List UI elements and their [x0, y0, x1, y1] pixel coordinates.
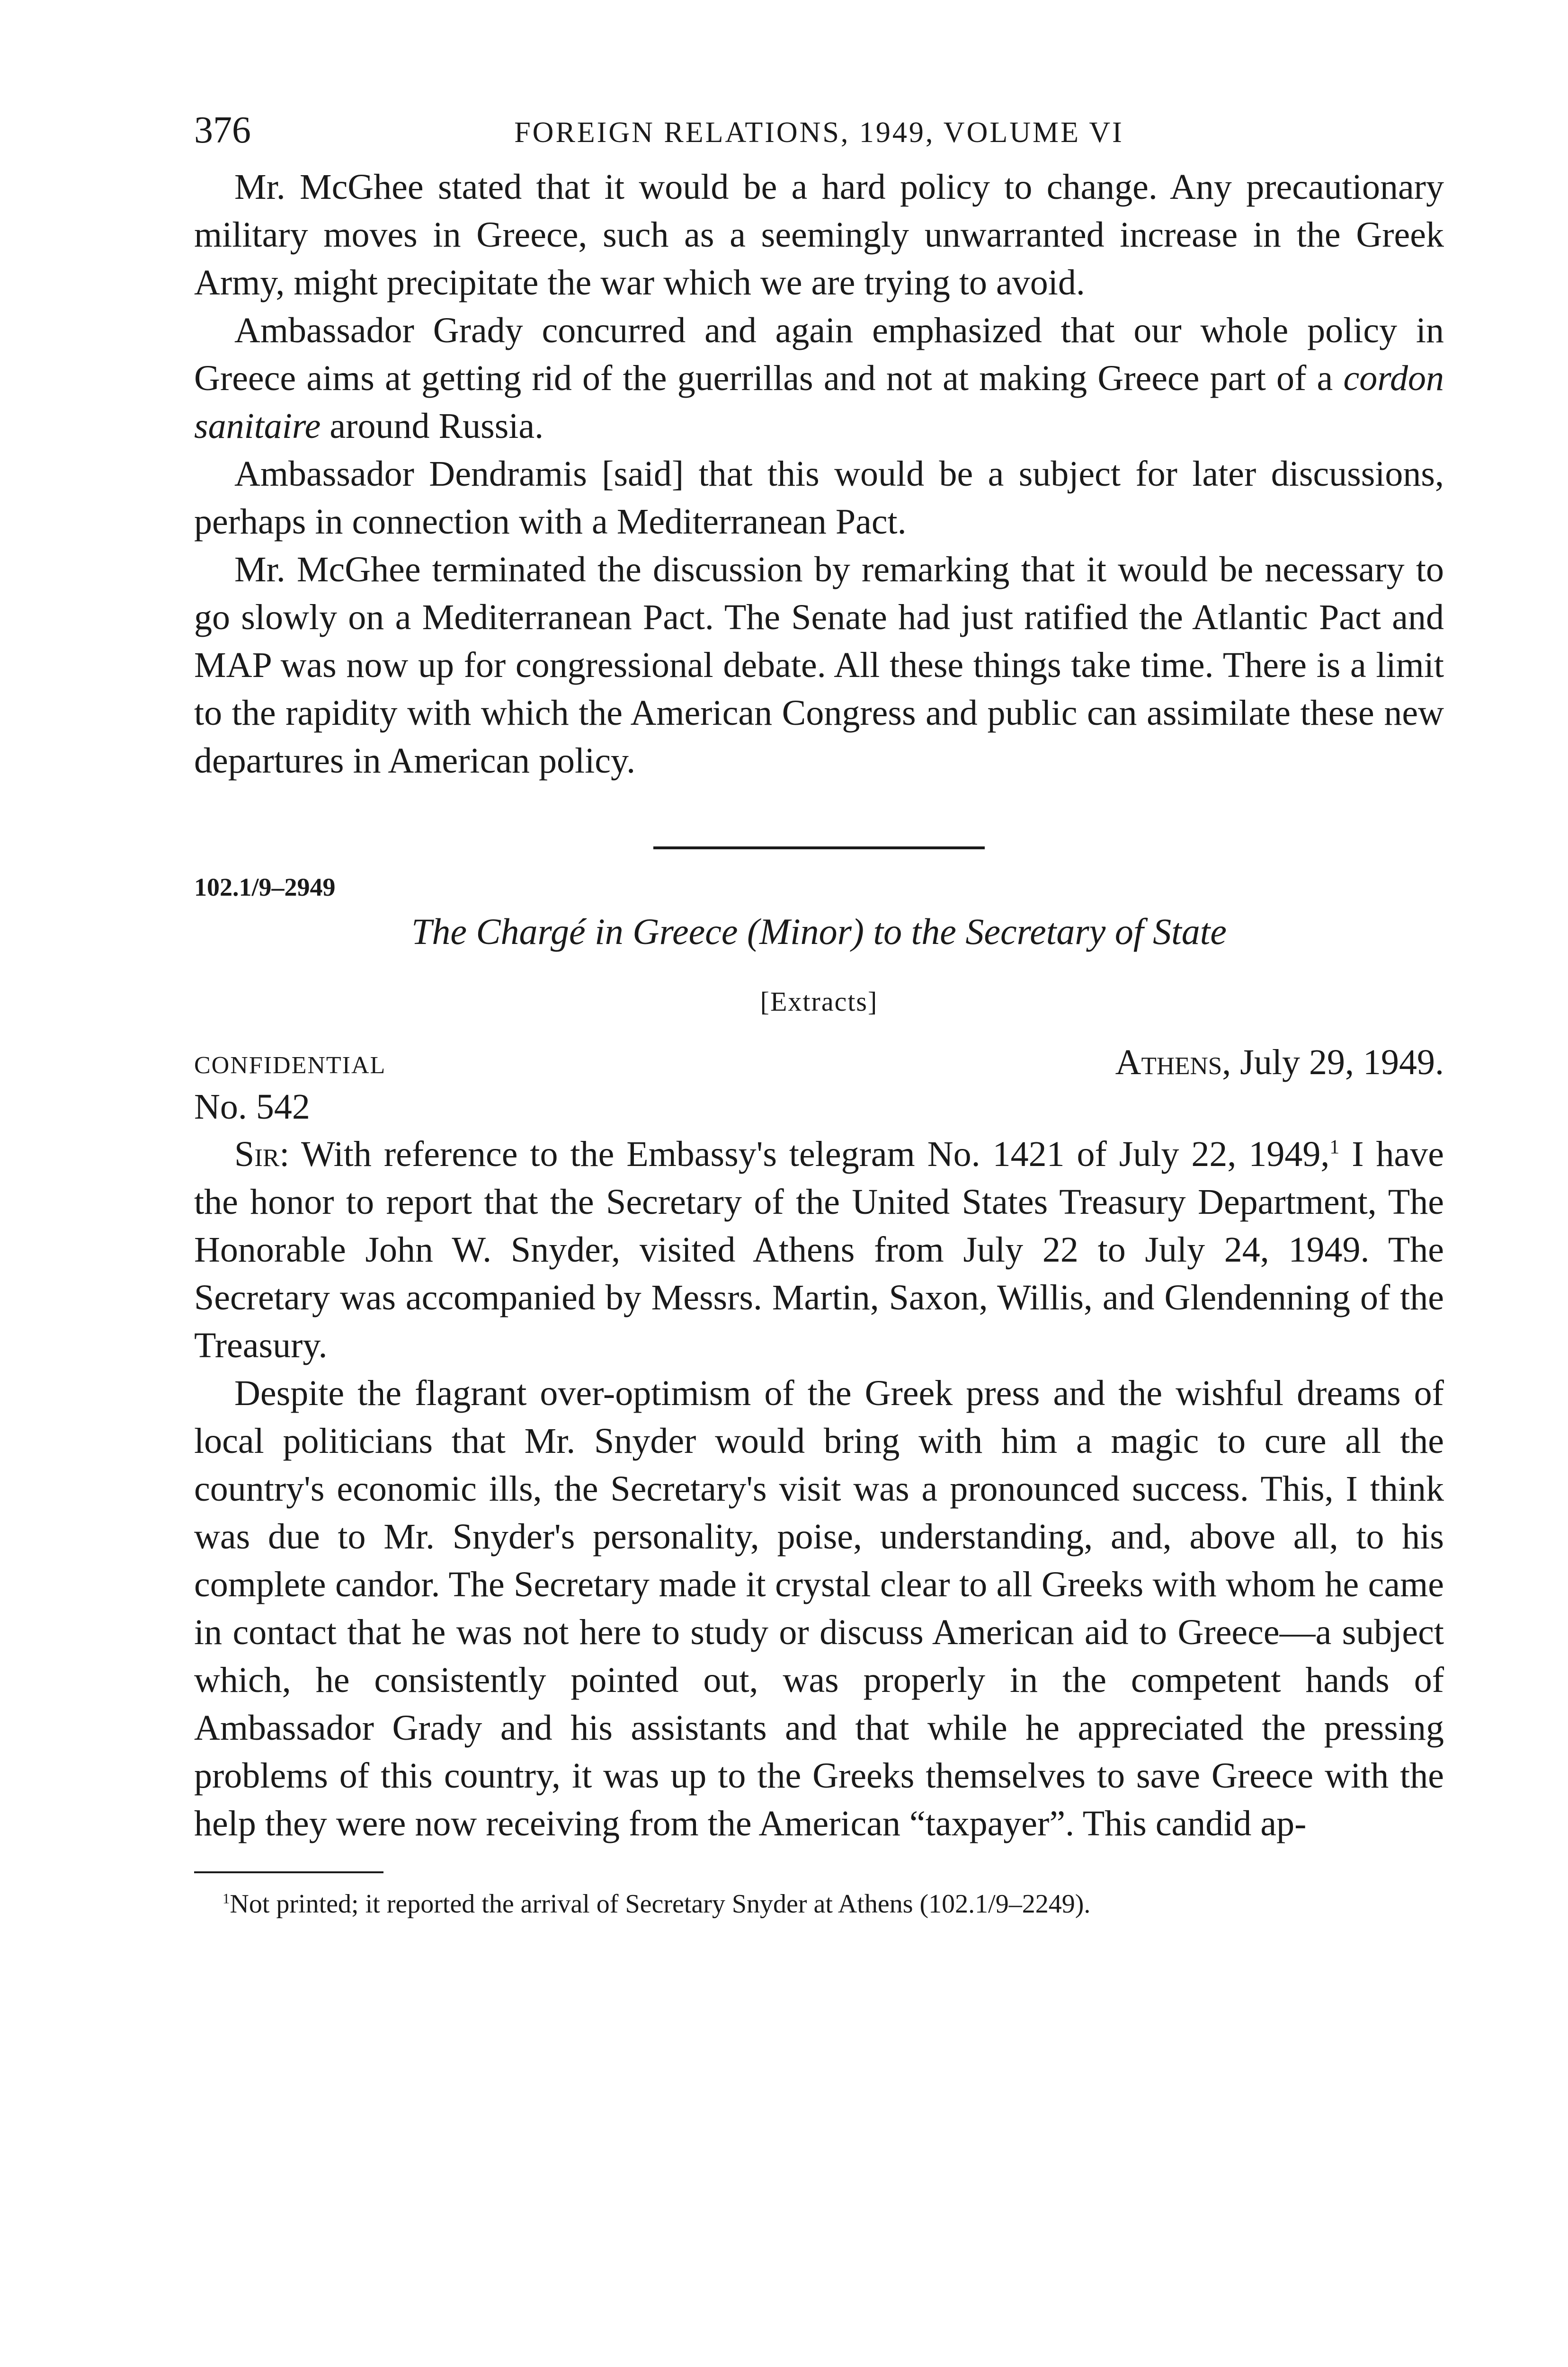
- salutation: Sir: [234, 1134, 280, 1174]
- footnote-marker: 1: [223, 1890, 230, 1907]
- document-number: No. 542: [194, 1087, 310, 1127]
- paragraph-mcghee-policy: Mr. McGhee stated that it would be a hard policy to change. Any precautionary military moves in Greece, such as a seemingly unwarranted increase in the Greek Army, might precipitate the war which we are trying to avoid.: [194, 167, 1444, 303]
- italic-phrase: cordon sanitaire: [194, 358, 1444, 446]
- footnote-reference: 1: [1329, 1136, 1340, 1158]
- document-page: [194, 111, 1444, 1921]
- extracts-label: [Extracts]: [760, 986, 878, 1017]
- letter-opening-text-a: : With reference to the Embassy's telegram No. 1421 of July 22, 1949,: [279, 1134, 1330, 1174]
- footnote: [194, 1887, 1444, 1921]
- paragraph-mcghee-terminated: Mr. McGhee terminated the discussion by remarking that it would be necessary to go slowly on a Mediterranean Pact. The Senate had just ratified the Atlantic Pact and MAP was now up for congressional debate. All these things take time. There is a limit to the rapidity with which the American Congress and public can assimilate these new departures in American policy.: [194, 550, 1444, 781]
- file-number: 102.1/9–2949: [194, 873, 336, 901]
- paragraph-grady: [194, 307, 1444, 450]
- letter-opening-text-b: I have the honor to report that the Secretary of the United States Treasury Department, The Honorable John W. Snyder, visited Athens from July 22 to July 24, 1949. The Secretary was accompanied by Messrs. Martin, Saxon, Willis, and Glendenning of the Treasury.: [194, 1134, 1444, 1365]
- document-title: The Chargé in Greece (Minor) to the Secretary of State: [411, 911, 1227, 952]
- dateline-date: , July 29, 1949.: [1222, 1042, 1444, 1082]
- footnote-divider: [194, 1871, 383, 1873]
- paragraph-grady-tail: around Russia.: [321, 406, 544, 446]
- dateline: [1115, 1042, 1444, 1083]
- section-divider: [653, 846, 985, 849]
- page-number: 376: [194, 109, 251, 151]
- paragraph-dendramis: Ambassador Dendramis [said] that this would be a subject for later discussions, perhaps in connection with a Mediterranean Pact.: [194, 454, 1444, 542]
- paragraph-letter-opening: [194, 1130, 1444, 1370]
- paragraph-visit-success: Despite the flagrant over-optimism of the Greek press and the wishful dreams of local politicians that Mr. Snyder would bring with him a magic to cure all the country's economic ills, the Secretary's visit was a pronounced success. This, I think was due to Mr. Snyder's personality, poise, understanding, and, above all, to his complete candor. The Secretary made it crystal clear to all Greeks with whom he came in contact that he was not here to study or discuss American aid to Greece—a subject which, he consistently pointed out, was properly in the competent hands of Ambassador Grady and his assistants and that while he appreciated the pressing problems of this country, it was up to the Greeks themselves to save Greece with the help they were now receiving from the American “taxpayer”. This candid ap-: [194, 1373, 1444, 1843]
- paragraph-grady-text: Ambassador Grady concurred and again emphasized that our whole policy in Greece aims at getting rid of the guerrillas and not at making Greece part of a: [194, 311, 1444, 398]
- classification-dateline-row: [194, 1040, 1444, 1083]
- footnote-text: Not printed; it reported the arrival of Secretary Snyder at Athens (102.1/9–2249).: [230, 1889, 1091, 1919]
- dateline-city: Athens: [1115, 1042, 1222, 1082]
- classification: CONFIDENTIAL: [194, 1052, 386, 1079]
- running-head: [194, 111, 1444, 163]
- running-title: FOREIGN RELATIONS, 1949, VOLUME VI: [514, 116, 1124, 149]
